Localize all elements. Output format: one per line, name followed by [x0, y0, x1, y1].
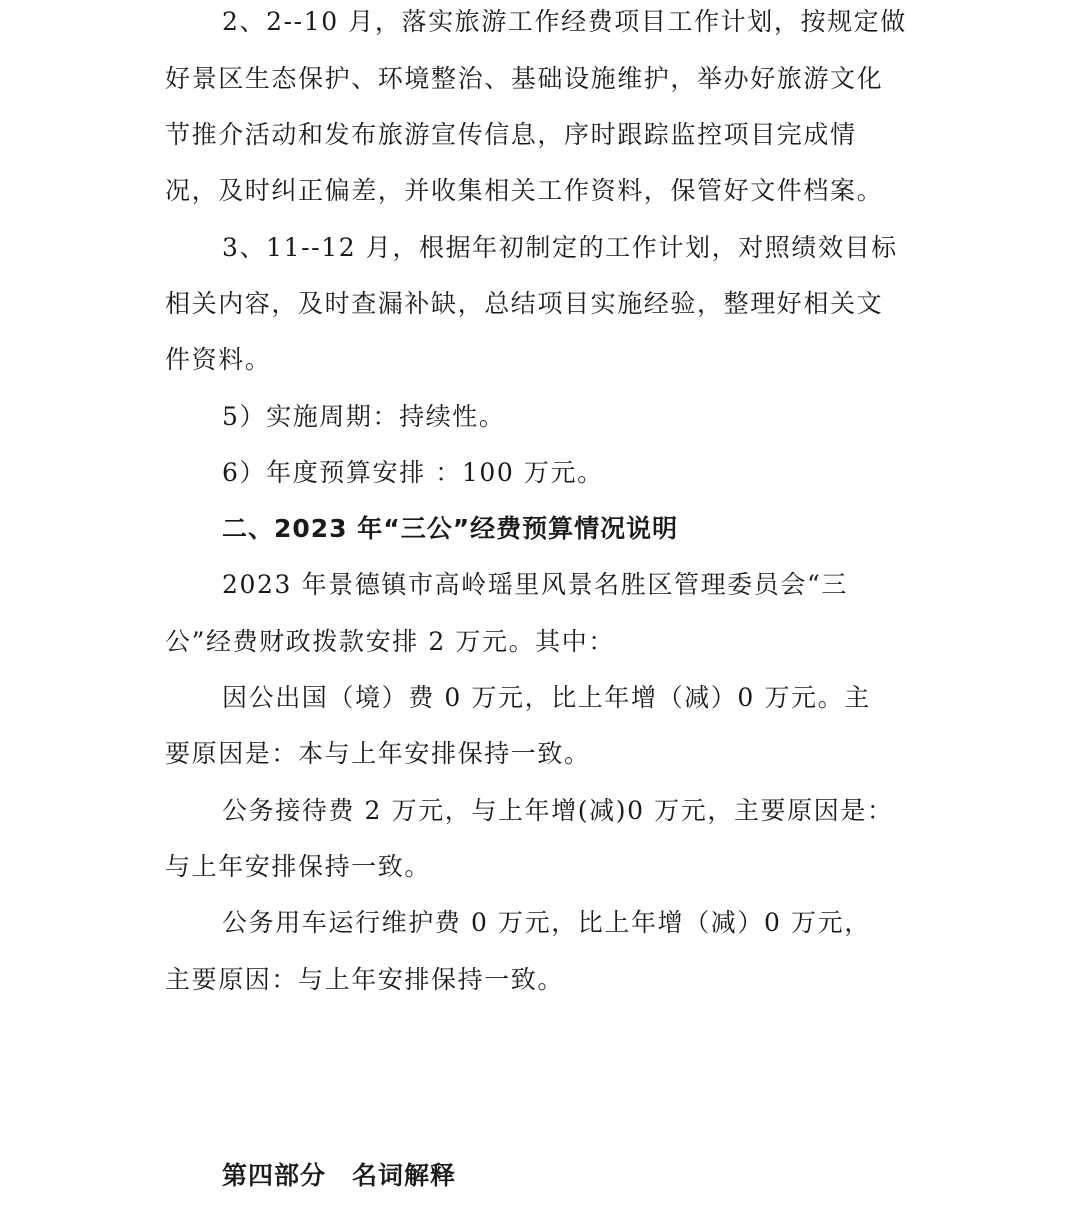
text-line: 公务用车运行维护费 0 万元，比上年增（减）0 万元， [222, 908, 871, 937]
text-line: 2、2--10 月，落实旅游工作经费项目工作计划，按规定做 [222, 7, 907, 36]
text-line: 件资料。 [165, 345, 272, 374]
text-line: 3、11--12 月，根据年初制定的工作计划，对照绩效目标 [222, 233, 898, 262]
text-line: 与上年安排保持一致。 [165, 852, 432, 881]
text-line: 主要原因：与上年安排保持一致。 [165, 965, 565, 994]
text-line: 要原因是：本与上年安排保持一致。 [165, 739, 591, 768]
text-line: 6）年度预算安排 ：100 万元。 [222, 458, 604, 487]
text-line: 2023 年景德镇市高岭瑶里风景名胜区管理委员会“三 [222, 570, 848, 599]
text-line: 5）实施周期：持续性。 [222, 402, 506, 431]
text-line: 公务接待费 2 万元，与上年增(减)0 万元，主要原因是： [222, 796, 894, 825]
text-line: 因公出国（境）费 0 万元，比上年增（减）0 万元。主 [222, 683, 871, 712]
text-line: 公”经费财政拨款安排 2 万元。其中： [165, 627, 615, 656]
part-heading: 第四部分 名词解释 [222, 1161, 457, 1190]
text-line: 况，及时纠正偏差，并收集相关工作资料，保管好文件档案。 [165, 176, 884, 205]
text-line: 相关内容，及时查漏补缺，总结项目实施经验，整理好相关文 [165, 289, 884, 318]
text-line: 节推介活动和发布旅游宣传信息，序时跟踪监控项目完成情 [165, 120, 857, 149]
section-heading: 二、2023 年“三公”经费预算情况说明 [222, 514, 679, 543]
text-line: 好景区生态保护、环境整治、基础设施维护，举办好旅游文化 [165, 64, 884, 93]
